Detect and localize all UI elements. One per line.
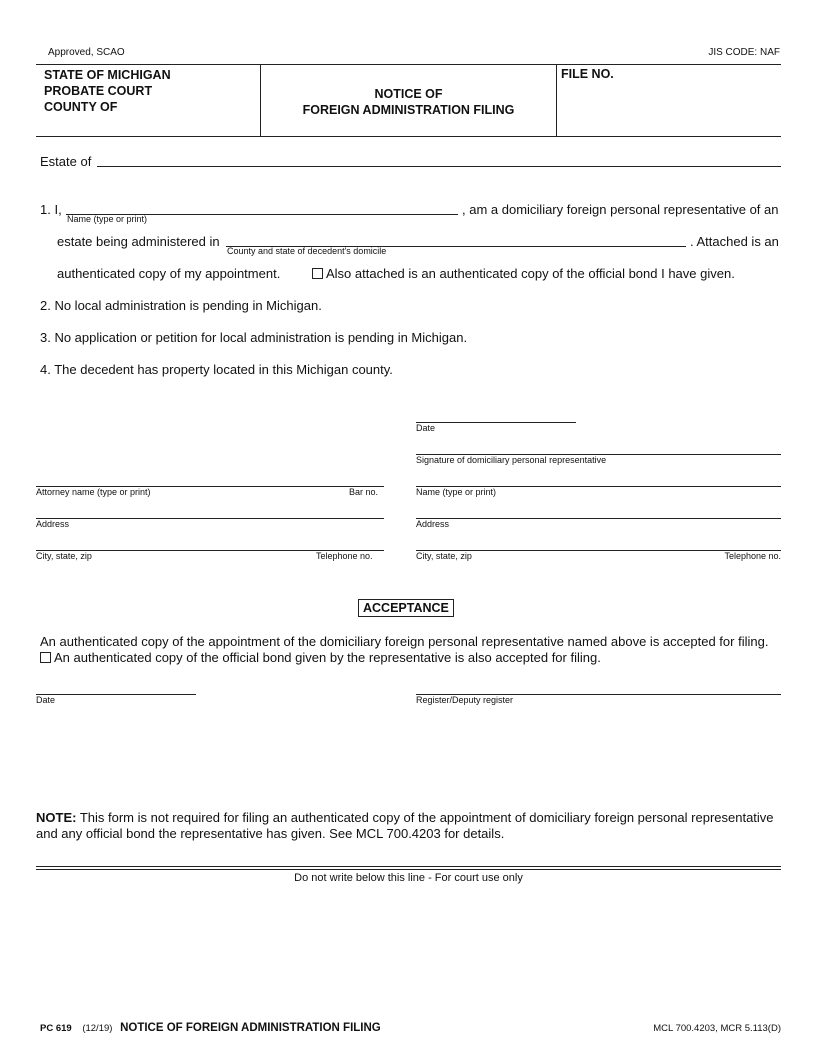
item1-line2-prefix: estate being administered in: [57, 234, 220, 249]
form-title-line2: FOREIGN ADMINISTRATION FILING: [302, 103, 515, 117]
jis-code: JIS CODE: NAF: [708, 47, 780, 58]
court-use-rule-bottom: [36, 869, 781, 870]
attorney-address-caption: Address: [36, 519, 70, 529]
bar-no-caption: Bar no.: [349, 487, 379, 497]
signature-caption: Signature of domiciliary personal representative: [416, 455, 607, 465]
note-text: This form is not required for filing an authenticated copy of the appointment of domiciliary foreign personal representative and any official bond the representative has given. See MCL 700.4203 for details.: [36, 810, 774, 841]
header-top-rule: [36, 64, 781, 65]
bond-checkbox[interactable]: [312, 268, 323, 279]
rep-name-caption: Name (type or print): [416, 487, 497, 497]
note-label: NOTE:: [36, 810, 77, 825]
estate-label: Estate of: [40, 154, 92, 169]
court-state: STATE OF MICHIGAN: [44, 68, 171, 82]
attorney-address-field[interactable]: [36, 518, 384, 519]
item1-suffix: , am a domiciliary foreign personal representative of an: [462, 202, 779, 217]
item4: 4. The decedent has property located in this Michigan county.: [40, 362, 393, 377]
rep-address-caption: Address: [416, 519, 450, 529]
footer-citation: MCL 700.4203, MCR 5.113(D): [653, 1023, 781, 1034]
date-field[interactable]: [416, 422, 576, 423]
rep-address-field[interactable]: [416, 518, 781, 519]
item3: 3. No application or petition for local administration is pending in Michigan.: [40, 330, 468, 345]
acceptance-bond-checkbox[interactable]: [40, 652, 51, 663]
approved-label: Approved, SCAO: [48, 47, 125, 58]
acceptance-date-field[interactable]: [36, 694, 196, 695]
court-type: PROBATE COURT: [44, 84, 153, 98]
note: [36, 810, 784, 842]
bond-checkbox-row: [312, 266, 735, 281]
county-caption: County and state of decedent's domicile: [227, 246, 387, 256]
bond-checkbox-label: Also attached is an authenticated copy of the official bond I have given.: [326, 266, 735, 281]
acceptance-bond-row: [40, 650, 601, 665]
court-use-rule-top: [36, 866, 781, 867]
form-revision: (12/19): [82, 1023, 113, 1034]
footer-title: NOTICE OF FOREIGN ADMINISTRATION FILING: [120, 1022, 381, 1034]
file-no-label: FILE NO.: [561, 67, 614, 81]
court-use-label: Do not write below this line - For court use only: [294, 872, 523, 884]
acceptance-date-caption: Date: [36, 695, 56, 705]
rep-telephone-caption: Telephone no.: [724, 551, 781, 561]
header-bottom-rule: [36, 136, 781, 137]
form-id: PC 619: [40, 1023, 72, 1034]
court-block: [44, 67, 171, 115]
acceptance-heading: ACCEPTANCE: [358, 599, 454, 617]
item1-prefix: 1. I,: [40, 202, 62, 217]
attorney-city-caption: City, state, zip: [36, 551, 92, 561]
name-caption: Name (type or print): [67, 214, 148, 224]
form-title: [261, 86, 556, 118]
court-county: COUNTY OF: [44, 100, 118, 114]
attorney-name-caption: Attorney name (type or print): [36, 487, 151, 497]
acceptance-line1: An authenticated copy of the appointment of the domiciliary foreign personal representative named above is accepted for filing.: [40, 634, 769, 649]
form-title-line1: NOTICE OF: [374, 87, 443, 101]
attorney-telephone-caption: Telephone no.: [316, 551, 373, 561]
header-divider-right: [556, 64, 557, 136]
register-caption: Register/Deputy register: [416, 695, 514, 705]
footer-left: [40, 1022, 381, 1034]
estate-field[interactable]: [97, 166, 781, 167]
item1-line3: authenticated copy of my appointment.: [57, 266, 281, 281]
item2: 2. No local administration is pending in Michigan.: [40, 298, 322, 313]
item1-line2-suffix: . Attached is an: [690, 234, 779, 249]
date-caption: Date: [416, 423, 436, 433]
acceptance-bond-label: An authenticated copy of the official bond given by the representative is also accepted for filing.: [54, 650, 601, 665]
rep-city-caption: City, state, zip: [416, 551, 472, 561]
